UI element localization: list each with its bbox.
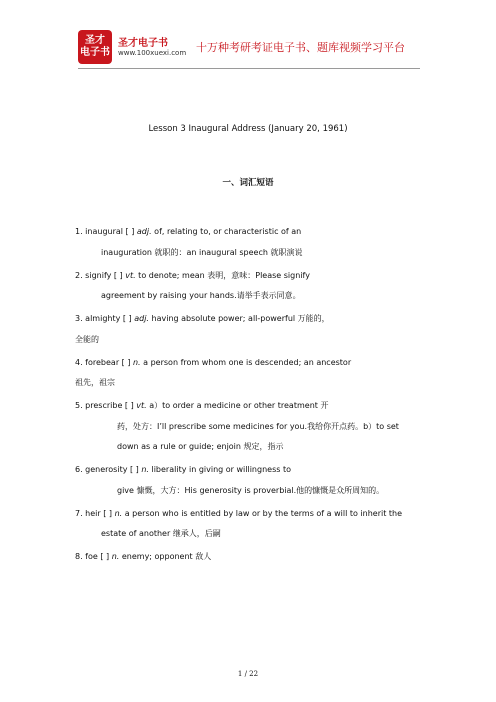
list-item: 6. generosity [ ] n. liberality in giving or willingness to give 慷慨，大方：His generosity is proverbial.他的慷慨是众所周知的。 <box>75 465 385 495</box>
page-header <box>78 30 438 64</box>
list-item: 8. foe [ ] n. enemy; opponent 敌人 <box>75 552 212 561</box>
brand-url: www.100xuexi.com <box>118 49 187 57</box>
list-item: 3. almighty [ ] adj. having absolute power; all-powerful 万能的， 全能的 <box>75 314 330 344</box>
list-item: 2. signify [ ] vt. to denote; mean 表明，意味：Please signify agreement by raising your hands.请举手表示同意。 <box>75 270 310 300</box>
brand-name: 圣才电子书 <box>118 38 168 49</box>
lesson-title: Lesson 3 Inaugural Address (January 20, 1961) <box>148 124 348 134</box>
list-item: 4. forebear [ ] n. a person from whom one is descended; an ancestor 祖先，祖宗 <box>75 357 352 387</box>
logo: 圣才 电子书 <box>78 30 112 64</box>
list-item: 7. heir [ ] n. a person who is entitled by law or by the terms of a will to inherit the estate of another 继承人，后嗣 <box>75 508 403 538</box>
list-item: 1. inaugural [ ] adj. of, relating to, or characteristic of an inauguration 就职的：an inaugural speech 就职演说 <box>75 227 303 257</box>
header-divider <box>78 68 420 69</box>
slogan: 十万种考研考证电子书、题库视频学习平台 <box>196 41 405 54</box>
list-item: 5. prescribe [ ] vt. a）to order a medicine or other treatment 开 药，处方：I’ll prescribe some medicines for you.我给你开点药。b）to set down as a rule or guide; enjoin 规定，指示 <box>75 401 399 451</box>
page-number: 1 / 22 <box>237 670 259 678</box>
section-heading: 一、词汇短语 <box>222 178 274 188</box>
vocabulary-list <box>75 222 421 570</box>
